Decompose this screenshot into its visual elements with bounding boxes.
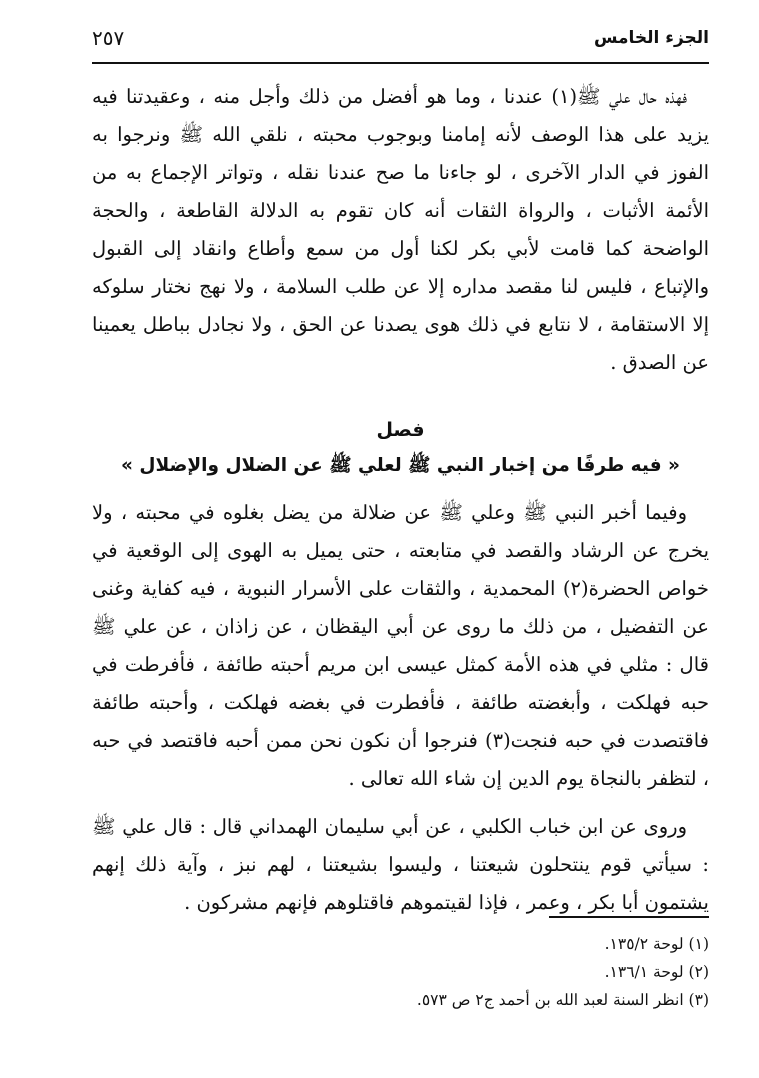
footnote: (١) لوحة ١٣٥/٢. [604,935,709,953]
page-header [92,22,709,64]
footnote: (٢) لوحة ١٣٦/١. [604,963,709,981]
running-title: الجزء الخامس [593,28,709,48]
paragraph: وفيما أخبر النبي ﷺ وعلي ﷺ عن ضلالة من يضل بغلوه في محبته ، ولا يخرج عن الرشاد والقصد في متابعته ، حتى يميل به الهوى إلى الوقعية في خواص الحضرة(٢) المحمدية ، والثقات على الأسرار النبوية ، فيه كفاية وغنى عن التفضيل ، من ذلك ما روى عن أبي اليقظان ، عن زاذان ، عن علي ﷺ قال : مثلي في هذه الأمة كمثل عيسى ابن مريم أحبته طائفة ، فأفرطت في حبه فهلكت ، وأبغضته طائفة ، فأفطرت في بغضه فهلكت ، وأحبته طائفة فاقتصدت في حبه فنجت(٣) فنرجوا أن نكون نحن ممن أحبه فاقتصد في حبه ، لتظفر بالنجاة يوم الدين إن شاء الله تعالى . [92,501,709,790]
paragraph: فهذه حال علي ﷺ(١) عندنا ، وما هو أفضل من ذلك وأجل منه ، وعقيدتنا فيه يزيد على هذا الوصف لأنه إمامنا وبوجوب محبته ، نلقي الله ﷺ ونرجوا به الفوز في الدار الآخرى ، لو جاءنا ما صح عندنا نقله ، وتواتر الإجماع به من الأئمة الأثبات ، والرواة الثقات أنه كان تقوم به الدلالة القاطعة ، والحجة الواضحة كما قامت لأبي بكر لكنا أول من سمع وأطاع وانقاد إلى القبول والإتباع ، فليس لنا مقصد مداره إلا عن طلب السلامة ، ولا نهج نختار سلوكه إلا الاستقامة ، لا نتابع في ذلك هوى يصدنا عن الحق ، ولا نجادل بباطل يعمينا عن الصدق . [92,85,709,374]
section-title: فصل [376,419,425,441]
paragraph: وروى عن ابن خباب الكلبي ، عن أبي سليمان الهمداني قال : قال علي ﷺ : سيأتي قوم ينتحلون شيعتنا ، وليسوا بشيعتنا ، لهم نبز ، وآية ذلك إنهم يشتمون أبا بكر ، وعمر ، فإذا لقيتموهم فاقتلوهم فإنهم مشركون . [92,815,709,914]
body-text [92,78,709,922]
footnote-divider [549,916,709,918]
section-subtitle: « فيه طرفًا من إخبار النبي ﷺ لعلي ﷺ عن الضلال والإضلال » [121,455,680,476]
page-number: ٢٥٧ [92,26,125,50]
footnote: (٣) انظر السنة لعبد الله بن أحمد ج٢ ص ٥٧٣. [416,991,709,1009]
footnotes [92,930,709,1014]
